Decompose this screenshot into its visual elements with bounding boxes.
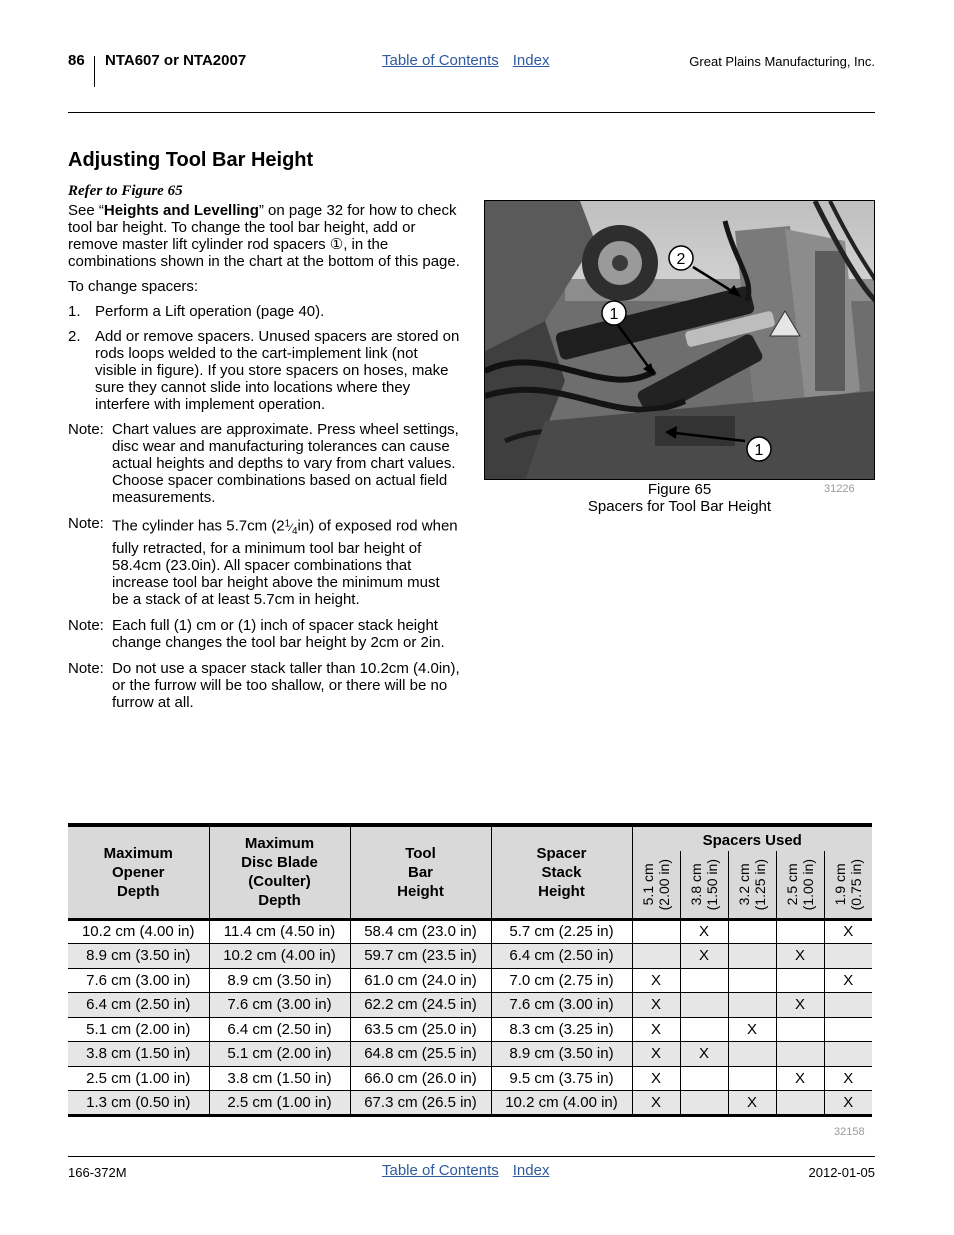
spacer-mark-cell (680, 1091, 728, 1116)
spacer-mark-cell: X (728, 1091, 776, 1116)
spacer-mark-cell: X (776, 944, 824, 969)
table-cell: 62.2 cm (24.5 in) (350, 993, 491, 1018)
table-cell: 5.7 cm (2.25 in) (491, 919, 632, 944)
header-spacers-used: Spacers Used (632, 825, 872, 851)
table-cell: 10.2 cm (4.00 in) (491, 1091, 632, 1116)
spacer-mark-cell: X (632, 993, 680, 1018)
figure-number: Figure 65 (647, 481, 712, 498)
table-cell: 61.0 cm (24.0 in) (350, 968, 491, 993)
toc-link[interactable]: Table of Contents (382, 1162, 499, 1179)
spacer-mark-cell (824, 1017, 872, 1042)
part-number: 166-372M (68, 1165, 127, 1180)
table-cell: 7.0 cm (2.75 in) (491, 968, 632, 993)
table-cell: 6.4 cm (2.50 in) (491, 944, 632, 969)
spacer-mark-cell (776, 1091, 824, 1116)
table-row (68, 1066, 872, 1091)
header-spacer-size: 2.5 cm (1.00 in) (776, 851, 824, 919)
spacer-mark-cell: X (728, 1017, 776, 1042)
callout-2-label: 2 (676, 251, 686, 268)
intro-paragraph: See “Heights and Levelling” on page 32 for how to check tool bar height. To change the tool bar height, add or remove master lift cylinder rod spacers ①, in the combinations shown in the chart at the bottom of this page. (68, 202, 460, 270)
spacer-mark-cell: X (632, 1017, 680, 1042)
table-cell: 2.5 cm (1.00 in) (209, 1091, 350, 1116)
table-row (68, 944, 872, 969)
body-text (68, 202, 460, 720)
table-row (68, 1017, 872, 1042)
spacer-mark-cell: X (680, 919, 728, 944)
table-cell: 64.8 cm (25.5 in) (350, 1042, 491, 1067)
spacer-mark-cell (680, 1017, 728, 1042)
figure-id: 31226 (824, 483, 855, 495)
spacer-mark-cell: X (632, 1042, 680, 1067)
spacer-mark-cell (680, 968, 728, 993)
table-cell: 67.3 cm (26.5 in) (350, 1091, 491, 1116)
table-cell: 3.8 cm (1.50 in) (68, 1042, 209, 1067)
fraction-quarter: $^1⁄_4$ (284, 518, 298, 537)
spacer-mark-cell (728, 1042, 776, 1067)
spacer-mark-cell: X (680, 944, 728, 969)
spacer-mark-cell: X (824, 1091, 872, 1116)
table-cell: 5.1 cm (2.00 in) (209, 1042, 350, 1067)
spacer-mark-cell (776, 1017, 824, 1042)
spacer-mark-cell (776, 1042, 824, 1067)
spacer-mark-cell (728, 919, 776, 944)
spacer-mark-cell: X (632, 1091, 680, 1116)
spacer-mark-cell (776, 919, 824, 944)
spacer-mark-cell: X (680, 1042, 728, 1067)
step-item: 2. Add or remove spacers. Unused spacers are stored on rods loops welded to the cart-implement link (not visible in figure). If you store spacers on hoses, make sure they cannot slide into locations where they interfere with implement operation. (68, 328, 460, 413)
table-cell: 7.6 cm (3.00 in) (68, 968, 209, 993)
page-footer (68, 1162, 875, 1186)
table-cell: 10.2 cm (4.00 in) (68, 919, 209, 944)
table-cell: 7.6 cm (3.00 in) (491, 993, 632, 1018)
table-cell: 58.4 cm (23.0 in) (350, 919, 491, 944)
table-cell: 1.3 cm (0.50 in) (68, 1091, 209, 1116)
table-cell: 66.0 cm (26.0 in) (350, 1066, 491, 1091)
spacer-mark-cell: X (824, 919, 872, 944)
spacer-mark-cell (728, 1066, 776, 1091)
spacer-mark-cell (680, 993, 728, 1018)
table-row (68, 919, 872, 944)
toc-link[interactable]: Table of Contents (382, 52, 499, 69)
page-header (68, 52, 875, 88)
publish-date: 2012-01-05 (808, 1165, 875, 1180)
table-cell: 11.4 cm (4.50 in) (209, 919, 350, 944)
table-cell: 10.2 cm (4.00 in) (209, 944, 350, 969)
header-rule (68, 112, 875, 113)
table-cell: 6.4 cm (2.50 in) (68, 993, 209, 1018)
table-row (68, 993, 872, 1018)
table-id: 32158 (834, 1126, 865, 1138)
company-name: Great Plains Manufacturing, Inc. (689, 54, 875, 69)
spacer-mark-cell (728, 944, 776, 969)
spacer-mark-cell (728, 968, 776, 993)
section-title: Adjusting Tool Bar Height (68, 149, 314, 171)
step-item: 1. Perform a Lift operation (page 40). (68, 303, 325, 320)
table-cell: 2.5 cm (1.00 in) (68, 1066, 209, 1091)
table-row (68, 1042, 872, 1067)
spacer-mark-cell: X (776, 993, 824, 1018)
page-number: 86 (68, 52, 85, 69)
header-disc-depth: Maximum Disc Blade (Coulter) Depth (209, 825, 350, 919)
table-cell: 63.5 cm (25.0 in) (350, 1017, 491, 1042)
table-row (68, 968, 872, 993)
spacer-mark-cell: X (632, 968, 680, 993)
spacer-mark-cell (632, 919, 680, 944)
figure-65-photo (484, 200, 875, 480)
note-cylinder: Note: The cylinder has 5.7cm $(2^1⁄_4in)$ of exposed rod when fully retracted, for a minimum tool bar height of 58.4cm (23.0in). All spacer combinations that increase tool bar height above the minimum must be a stack of at least 5.7cm in height. (68, 515, 458, 608)
note-stack-change: Note: Each full (1) cm or (1) inch of spacer stack height change changes the tool bar height by 2cm or 2in. (68, 616, 445, 651)
header-spacer-size: 1.9 cm (0.75 in) (824, 851, 872, 919)
note-max-stack: Note: Do not use a spacer stack taller than 10.2cm (4.0in), or the furrow will be too shallow, or there will be no furrow at all. (68, 659, 460, 711)
table-cell: 6.4 cm (2.50 in) (209, 1017, 350, 1042)
header-spacer-size: 3.2 cm (1.25 in) (728, 851, 776, 919)
spacer-mark-cell: X (632, 1066, 680, 1091)
figure-caption (484, 481, 875, 515)
step-list (68, 303, 460, 413)
table-cell: 5.1 cm (2.00 in) (68, 1017, 209, 1042)
spacer-table (68, 823, 872, 1117)
note-approximate: Note: Chart values are approximate. Press wheel settings, disc wear and manufacturing tolerances can cause actual heights and depths to vary from chart values. Choose spacer combinations based on actual field measurements. (68, 421, 459, 506)
header-spacer-size: 3.8 cm (1.50 in) (680, 851, 728, 919)
table-cell: 8.9 cm (3.50 in) (209, 968, 350, 993)
callout-1-label-upper: 1 (609, 306, 619, 323)
index-link[interactable]: Index (512, 52, 550, 69)
header-spacer-size: 5.1 cm (2.00 in) (632, 851, 680, 919)
to-change-label: To change spacers: (68, 278, 199, 295)
figure-reference: Refer to Figure 65 (68, 183, 183, 199)
index-link[interactable]: Index (512, 1162, 550, 1179)
spacer-mark-cell: X (824, 1066, 872, 1091)
table-cell: 8.9 cm (3.50 in) (491, 1042, 632, 1067)
table-cell: 8.3 cm (3.25 in) (491, 1017, 632, 1042)
header-opener-depth: Maximum Opener Depth (68, 825, 209, 919)
table-cell: 8.9 cm (3.50 in) (68, 944, 209, 969)
spacer-mark-cell: X (776, 1066, 824, 1091)
table-cell: 9.5 cm (3.75 in) (491, 1066, 632, 1091)
figure-title: Spacers for Tool Bar Height (587, 498, 772, 515)
table-row (68, 1091, 872, 1116)
spacer-mark-cell (824, 1042, 872, 1067)
table-cell: 7.6 cm (3.00 in) (209, 993, 350, 1018)
table-cell: 3.8 cm (1.50 in) (209, 1066, 350, 1091)
header-stack-height: Spacer Stack Height (491, 825, 632, 919)
spacer-photo-illustration (485, 201, 875, 480)
doc-title: NTA607 or NTA2007 (105, 52, 247, 69)
spacer-mark-cell (680, 1066, 728, 1091)
header-toolbar-height: Tool Bar Height (350, 825, 491, 919)
spacer-mark-cell (632, 944, 680, 969)
spacer-mark-cell (776, 968, 824, 993)
table-cell: 59.7 cm (23.5 in) (350, 944, 491, 969)
spacer-chart (68, 823, 872, 1117)
heights-levelling-ref: Heights and Levelling (103, 202, 259, 219)
header-nav (382, 52, 563, 69)
spacer-mark-cell (824, 993, 872, 1018)
spacer-mark-cell: X (824, 968, 872, 993)
header-divider (94, 56, 95, 87)
spacer-mark-cell (824, 944, 872, 969)
spacer-mark-cell (728, 993, 776, 1018)
footer-rule (68, 1156, 875, 1157)
callout-1-label-lower: 1 (754, 442, 764, 459)
footer-nav (382, 1162, 563, 1179)
